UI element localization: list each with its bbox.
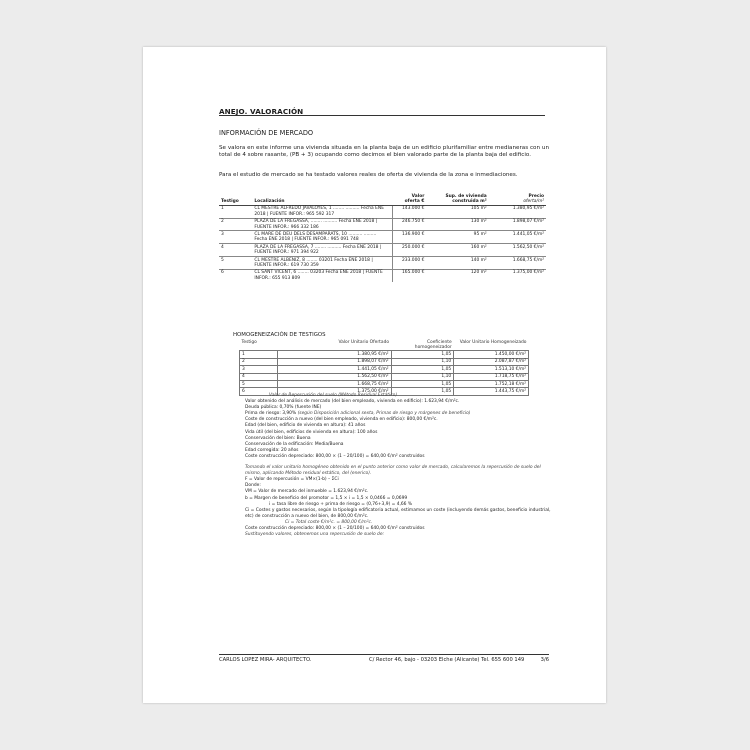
cell-valor: 136.900 € [393,231,426,244]
header-rule [219,115,545,116]
vm-definition: VM = Valor de mercado del inmueble = 1.623,94 €/m²c. [245,489,369,495]
page-footer [219,657,549,663]
cell-sup: 105 m² [426,205,488,218]
cell-valor: 143.000 € [393,205,426,218]
residual-intro: Tomando el valor unitario homogéneo obtenido en el punto anterior como valor de mercado, calcularemos la repercusión de suelo del mismo, aplicando Método residual estático, del (enerico). [245,465,541,477]
cell-homo: 1.450,00 €/m² [454,351,529,358]
cell-sup: 130 m² [426,218,488,231]
cell-homo: 2.087,87 €/m² [454,358,529,365]
cell-valor: 1.668,75 €/m² [278,380,391,387]
cell-n: 1 [219,205,252,218]
cell-valor: 233.000 € [393,257,426,270]
cell-valor: 246.750 € [393,218,426,231]
useful-life-line: Vida útil (del bien, edificios de vivienda en altura): 100 años [245,429,378,435]
risk-premium-value: Prima de riesgo: 3,90% [245,411,298,417]
corrected-age-line: Edad corregida: 20 años [245,447,299,453]
cell-valor: 250.000 € [393,244,426,257]
age-line: Edad (del bien, edificio de vivienda en altura): 41 años [245,423,366,429]
homogenization-table [239,339,529,396]
cell-n: 1 [240,351,278,358]
page-number: 3/6 [540,657,549,663]
cell-loc: CL MARE DE DEU DELS DESAMPARATS, 10 .......... ......... Fecha ENE 2018 | FUENTE INFOR.: 965 091 748 [252,231,393,244]
table-row [240,373,529,380]
i-definition: i = tasa libre de riesgo + prima de riesgo = (0,76+3,9) = 4,66 % [269,501,413,507]
cell-loc: CL SANT VICENT, 6 ........ 03203 Fecha ENE 2018 | FUENTE INFOR.: 655 913 809 [252,269,393,281]
homogenization-table-header [240,339,529,351]
col-testigo: Testigo [241,339,257,345]
market-table [219,193,546,282]
cell-precio: 1.380,95 €/m² [489,205,546,218]
cell-precio: 1.375,00 €/m² [489,269,546,281]
construction-cost-line: Coste de construcción a nuevo (del bien empleado, vivienda en edificio): 800,00 €/m²c. [245,417,438,423]
cell-coef: 1,05 [391,351,454,358]
depreciated-cost-line-2: Coste construcción depreciado: 800,00 × (1 – 20/100) = 640,00 €/m² construidos [245,525,425,531]
where-label: Donde: [245,483,261,489]
cell-sup: 140 m² [426,257,488,270]
cell-coef: 1,10 [391,358,454,365]
intro-paragraph-1: Se valora en este informe una vivienda situada en la planta baja de un edificio plurifamiliar entre medianeras con un total de 4 sobre rasante, (PB + 3) ocupando como decimos el bien valorado parte de la planta baja del edificio. [219,145,549,158]
cell-precio: 1.562,50 €/m² [489,244,546,257]
depreciated-cost-line: Coste construcción depreciado: 800,00 × (1 – 20/100) = 640,00 €/m² construidos [245,453,425,459]
footer-address: C/ Rector 46, bajo - 03203 Elche (Alicante) Tel. 655 600 149 [369,657,525,663]
section-title: INFORMACIÓN DE MERCADO [219,129,314,137]
table-row [240,366,529,373]
ci-definition: Ci = Costes y gastos necesarios, según la tipología edificatoria actual, estimamos un coste (incluyendo demás gastos, beneficio industrial, etc) de construcción a nuevo del bien, de 800,00 €/m²c. [245,507,551,519]
col-localizacion: Localización [252,193,393,205]
cell-loc: PLAZA DE LA FREGASSA, 7 ........ .......... Fecha ENE 2018 | FUENTE INFOR.: 971 394 922 [252,244,393,257]
cell-homo: 1.513,10 €/m² [454,366,529,373]
cell-n: 4 [219,244,252,257]
cell-loc: CL MESTRE ALBENIZ, 8 ........ 03201 Fecha ENE 2018 | FUENTE INFOR.: 619 730 359 [252,257,393,270]
cell-coef: 1,10 [391,373,454,380]
page-header: ANEJO. VALORACIÓN [219,107,304,116]
market-value-line: Valor obtenido del análisis de mercado (del bien empleado, vivienda en edificio): 1.623,94 €/m²c. [245,399,460,405]
cell-loc: PLAZA DE LA FREGASSA, ........ .......... Fecha ENE 2018 | FUENTE INFOR.: 966 332 186 [252,218,393,231]
b-definition: b = Margen de beneficio del promotor = 1,5 × i = 1,5 × 0,0466 = 0,0699 [245,495,408,501]
col-precio-label: Precio [528,193,544,199]
cell-n: 5 [219,257,252,270]
table-row [240,351,529,358]
formula-line: F = Valor de repercusión = VM×(1-b) – ΣCi [245,477,339,483]
cell-valor: 1.375,00 €/m² [278,388,391,395]
cell-precio: 1.668,75 €/m² [489,257,546,270]
building-conservation-line: Conservación de la edificación: Media/Buena [245,441,344,447]
ci-total: Ci = Total coste €/m²c. = 800,00 €/m²c. [285,519,373,525]
table-row [219,269,546,281]
conservation-line: Conservación del bien: Buena [245,435,311,441]
table-row [219,205,546,218]
cell-valor: 1.380,95 €/m² [278,351,391,358]
col-valor: Valor oferta € [393,193,426,205]
cell-valor: 1.562,50 €/m² [278,373,391,380]
cell-n: 6 [219,269,252,281]
col-coeficiente: Coeficiente homogeneizador [414,339,452,350]
table-row [219,257,546,270]
market-table-header [219,193,546,205]
cell-coef: 1,05 [391,388,454,395]
cell-valor: 1.441,05 €/m² [278,366,391,373]
cell-precio: 1.898,07 €/m² [489,218,546,231]
table-row [240,380,529,387]
valuation-body [245,393,551,538]
cell-n: 2 [240,358,278,365]
cell-coef: 1,05 [391,380,454,387]
cell-n: 5 [240,380,278,387]
document-page [143,47,606,703]
intro-paragraph-2: Para el estudio de mercado se ha testado valores reales de oferta de vivienda de la zona e inmediaciones. [219,172,518,178]
cell-sup: 120 m² [426,269,488,281]
cell-homo: 1.443,75 €/m² [454,388,529,395]
cell-valor: 1.898,07 €/m² [278,358,391,365]
table-row [219,218,546,231]
homogenization-title: HOMOGENEIZACIÓN DE TESTIGOS [233,332,326,338]
residual-method-title: Valor de Repercusión del suelo (Método Residual Estático) [269,393,398,398]
public-debt-line: Deuda pública: 0,70% (fuente INE) [245,405,322,411]
col-precio [489,193,546,205]
cell-homo: 1.718,75 €/m² [454,373,529,380]
cell-n: 4 [240,373,278,380]
cell-coef: 1,05 [391,366,454,373]
cell-n: 3 [240,366,278,373]
cell-loc: CL MESTRE ALFREDO JAVALOYES, 1 ........ .......... Fecha ENE 2018 | FUENTE INFOR.: 965 592 317 [252,205,393,218]
cell-precio: 1.441,05 €/m² [489,231,546,244]
cell-sup: 95 m² [426,231,488,244]
cell-homo: 1.752,18 €/m² [454,380,529,387]
cell-n: 2 [219,218,252,231]
cell-n: 6 [240,388,278,395]
footer-rule [219,654,549,655]
col-testigo: Testigo [219,193,252,205]
footer-author: CARLOS LOPEZ MIRA- ARQUITECTO. [219,657,312,663]
table-row [219,231,546,244]
substitution-line: Sustituyendo valores, obtenemos una repercusión de suelo de: [245,532,385,538]
col-valor-homogeneizado: Valor Unitario Homogeneizado [459,339,527,345]
table-row [240,358,529,365]
cell-sup: 160 m² [426,244,488,257]
cell-valor: 165.000 € [393,269,426,281]
col-valor-ofertado: Valor Unitario Ofertado [338,339,390,345]
col-sup: Sup. de vivienda construida m² [426,193,488,205]
table-row [219,244,546,257]
risk-premium-note: (según Disposición adicional sexta, Primas de riesgo y márgenes de beneficio) [297,411,471,417]
col-precio-unit: oferta/m² [523,198,544,204]
cell-n: 3 [219,231,252,244]
